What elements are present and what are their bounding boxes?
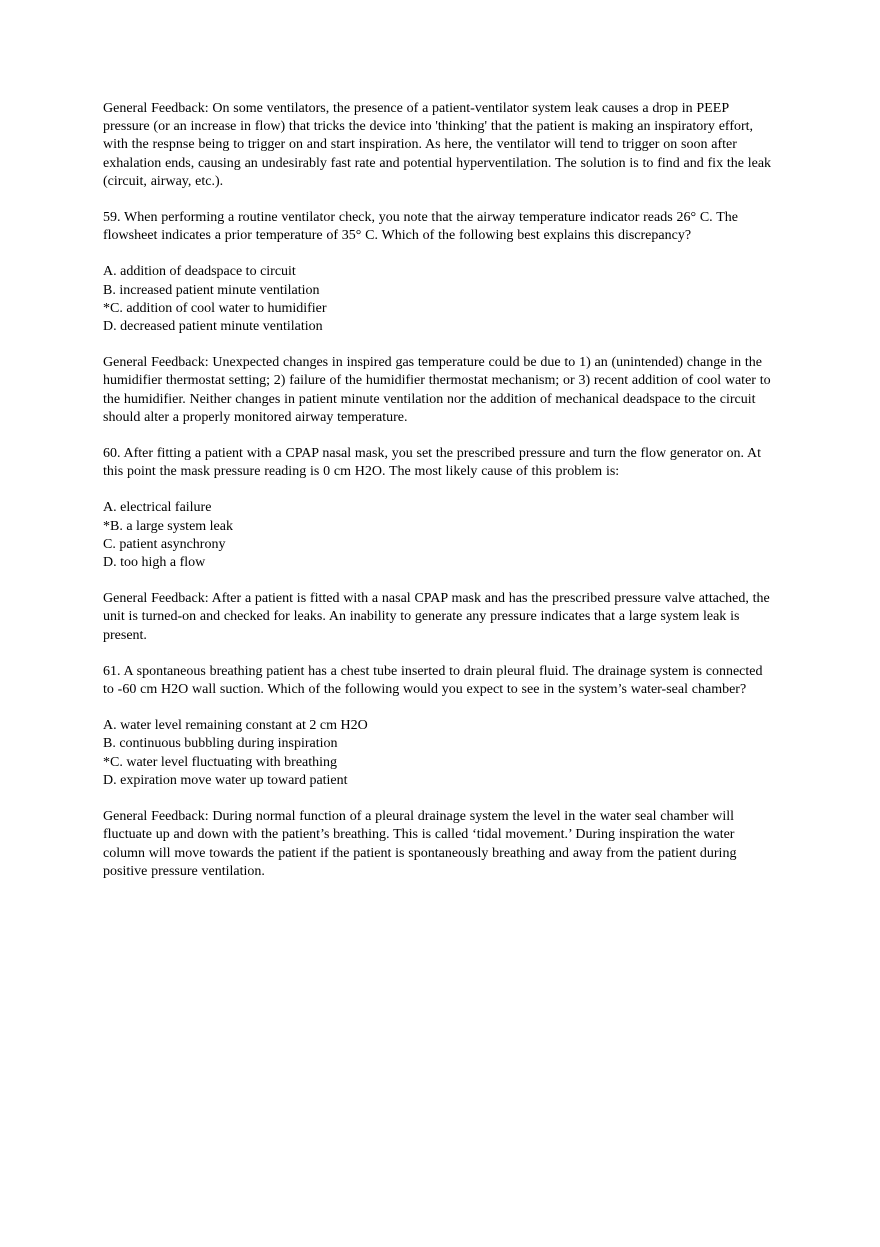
answer-option-b-correct: *B. a large system leak: [103, 518, 233, 534]
answer-options: [103, 499, 775, 572]
answer-option-a: A. electrical failure: [103, 500, 212, 516]
answer-options: [103, 717, 775, 790]
question-61: [103, 663, 775, 881]
answer-option-b: B. increased patient minute ventilation: [103, 282, 320, 298]
answer-option-d: D. decreased patient minute ventilation: [103, 319, 323, 335]
answer-option-c-correct: *C. water level fluctuating with breathing: [103, 754, 338, 770]
answer-options: [103, 263, 775, 336]
question-stem: 59. When performing a routine ventilator check, you note that the airway temperature indicator reads 26° C. The flowsheet indicates a prior temperature of 35° C. Which of the following best explains this discrepancy?: [103, 210, 738, 244]
answer-option-d: D. too high a flow: [103, 555, 206, 571]
general-feedback-paragraph: General Feedback: Unexpected changes in inspired gas temperature could be due to 1) an (unintended) change in the humidifier thermostat setting; 2) failure of the humidifier thermostat mechanism; or 3) recent addition of cool water to the humidifier. Neither changes in patient minute ventilation nor the addition of mechanical deadspace to the circuit should alter a properly monitored airway temperature.: [103, 355, 771, 425]
general-feedback-paragraph: General Feedback: After a patient is fitted with a nasal CPAP mask and has the prescribed pressure valve attached, the unit is turned-on and checked for leaks. An inability to generate any pressure indicates that a large system leak is present.: [103, 591, 770, 643]
question-60: [103, 445, 775, 645]
answer-option-a: A. water level remaining constant at 2 cm H2O: [103, 718, 368, 734]
answer-option-a: A. addition of deadspace to circuit: [103, 264, 296, 280]
general-feedback-paragraph: General Feedback: During normal function of a pleural drainage system the level in the water seal chamber will fluctuate up and down with the patient’s breathing. This is called ‘tidal movement.’ During inspiration the water column will move towards the patient if the patient is spontaneously breathing and away from the patient during positive pressure ventilation.: [103, 809, 737, 879]
general-feedback-paragraph: General Feedback: On some ventilators, the presence of a patient-ventilator system leak causes a drop in PEEP pressure (or an increase in flow) that tricks the device into 'thinking' that the patient is making an inspiratory effort, with the respnse being to trigger on and start inspiration. As here, the ventilator will tend to trigger on soon after exhalation ends, causing an undesirably fast rate and potential hyperventilation. The solution is to find and fix the leak (circuit, airway, etc.).: [103, 101, 772, 189]
answer-option-d: D. expiration move water up toward patient: [103, 772, 348, 788]
answer-option-c: C. patient asynchrony: [103, 536, 226, 552]
question-59: [103, 209, 775, 427]
question-stem: 61. A spontaneous breathing patient has a chest tube inserted to drain pleural fluid. The drainage system is connected to -60 cm H2O wall suction. Which of the following would you expect to see in the system’s water-seal chamber?: [103, 663, 763, 698]
answer-option-b: B. continuous bubbling during inspiration: [103, 736, 338, 752]
question-stem: 60. After fitting a patient with a CPAP nasal mask, you set the prescribed pressure and turn the flow generator on. At this point the mask pressure reading is 0 cm H2O. The most likely cause of this problem is:: [103, 446, 762, 480]
answer-option-c-correct: *C. addition of cool water to humidifier: [103, 300, 327, 316]
